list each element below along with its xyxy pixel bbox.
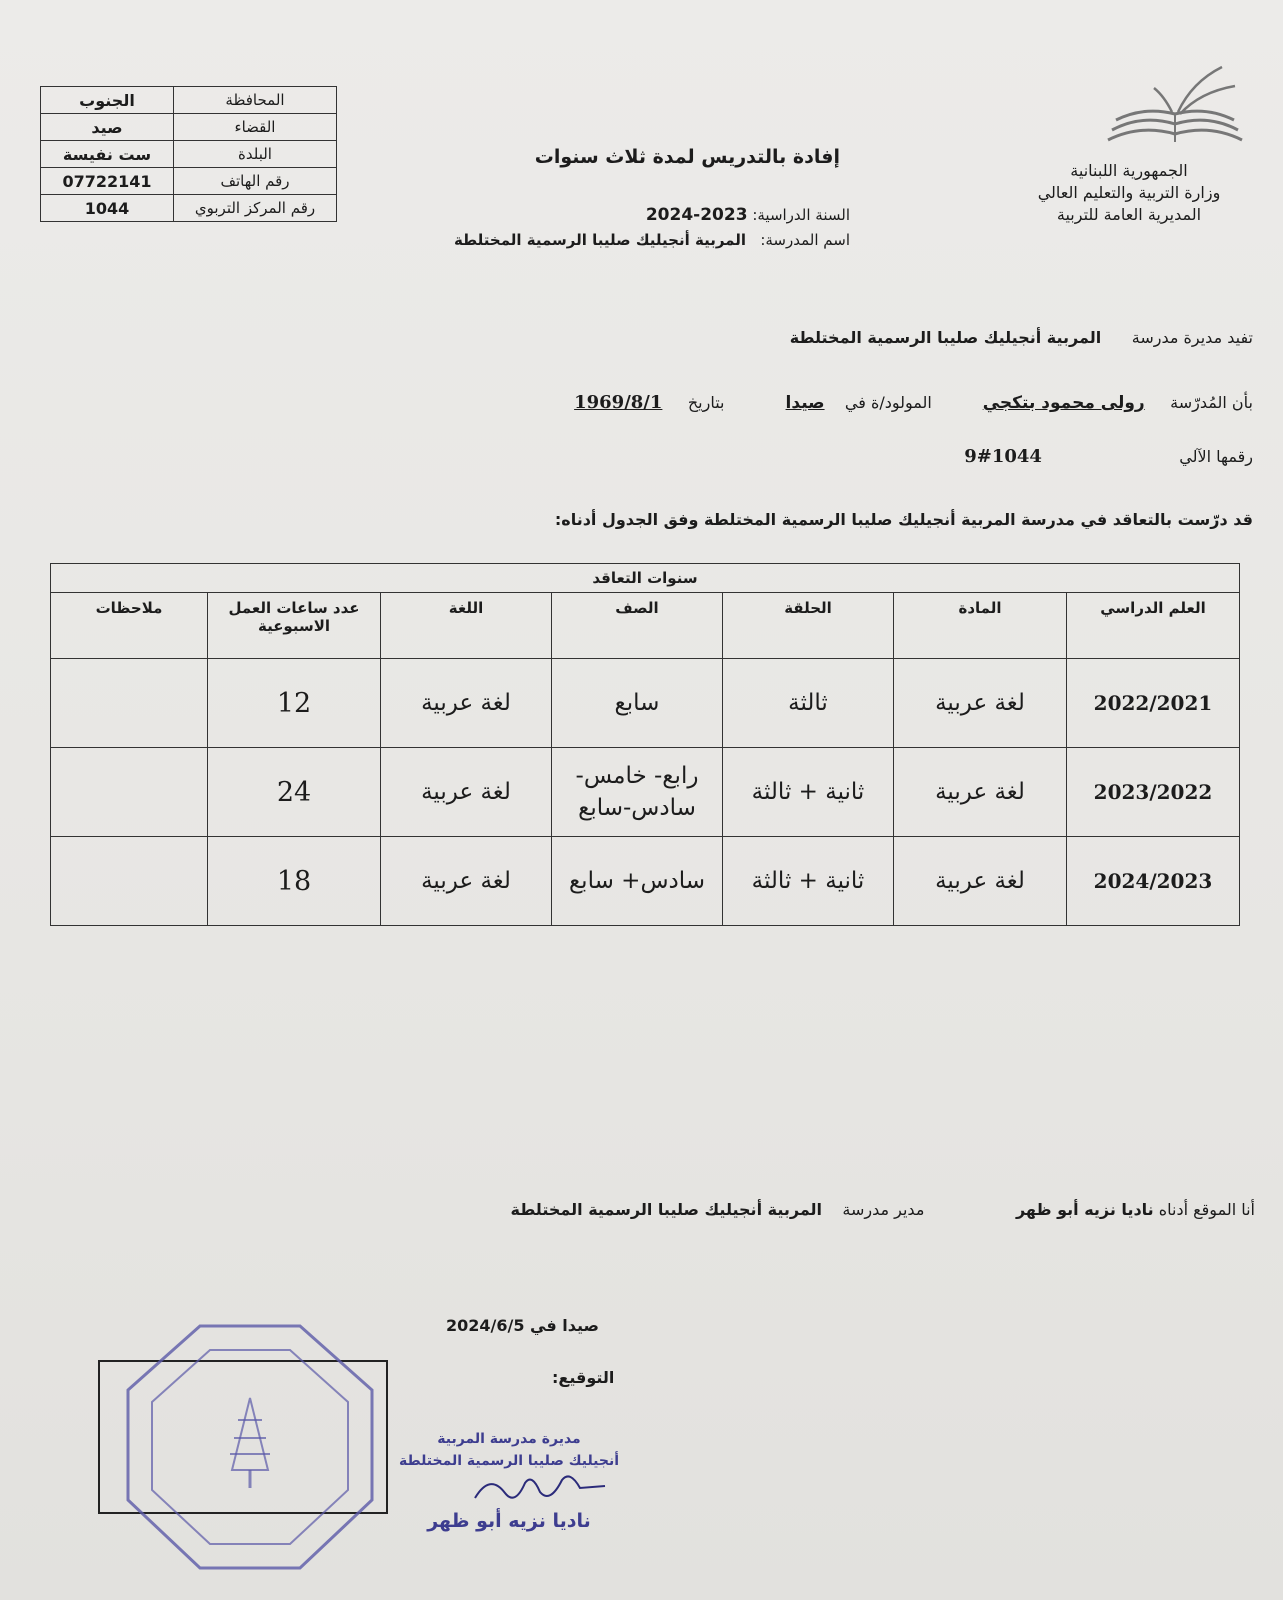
info-row xyxy=(41,141,337,168)
statement-line-4: قد درّست بالتعاقد في مدرسة المربية أنجيليك صليبا الرسمية المختلطة وفق الجدول أدناه: xyxy=(554,510,1253,529)
info-value: الجنوب xyxy=(41,87,174,114)
statement-line-3 xyxy=(964,446,1253,467)
info-row xyxy=(41,168,337,195)
statement-line-1 xyxy=(790,328,1253,347)
ministry-line: المديرية العامة للتربية xyxy=(1056,205,1202,224)
info-value: صيد xyxy=(41,114,174,141)
academic-year-value: 2023-2024 xyxy=(645,205,748,225)
academic-year-label: السنة الدراسية: xyxy=(752,206,850,224)
signature-statement xyxy=(511,1200,1255,1219)
born-label: المولود/ة في xyxy=(844,393,932,412)
cell-hours: 24 xyxy=(208,748,381,837)
teacher-name: رولى محمود بتكجي xyxy=(982,393,1145,413)
column-header: عدد ساعات العمل الاسبوعية xyxy=(208,593,381,659)
birth-date: 1969/8/1 xyxy=(574,392,663,413)
school-name-line xyxy=(430,231,850,249)
document-title: إفادة بالتدريس لمدة ثلاث سنوات xyxy=(534,146,840,168)
cell-subject: لغة عربية xyxy=(894,748,1067,837)
statement-line-2 xyxy=(574,392,1253,413)
info-label: المحافظة xyxy=(174,87,337,114)
column-header: الحلقة xyxy=(723,593,894,659)
ministry-line: الجمهورية اللبنانية xyxy=(1070,161,1188,180)
cell-year: 2022/2021 xyxy=(1067,659,1240,748)
cell-hours: 18 xyxy=(208,837,381,926)
table-row xyxy=(51,748,1240,837)
employee-id-value: 1044#9 xyxy=(964,446,1042,467)
signer-name: ناديا نزيه أبو ظهر xyxy=(1015,1200,1154,1219)
signer-role: مدير مدرسة xyxy=(842,1200,925,1219)
birth-place: صيدا xyxy=(785,393,825,413)
info-label: رقم الهاتف xyxy=(174,168,337,195)
academic-year-line xyxy=(600,205,850,225)
teacher-prefix: بأن المُدرّسة xyxy=(1170,393,1253,412)
cell-year: 2023/2022 xyxy=(1067,748,1240,837)
column-header: العلم الدراسي xyxy=(1067,593,1240,659)
cell-language: لغة عربية xyxy=(381,837,552,926)
ministry-header xyxy=(1009,160,1249,226)
cell-year: 2024/2023 xyxy=(1067,837,1240,926)
cell-subject: لغة عربية xyxy=(894,659,1067,748)
signer-prefix: أنا الموقع أدناه xyxy=(1158,1200,1255,1219)
cell-cycle: ثانية + ثالثة xyxy=(723,748,894,837)
cell-notes xyxy=(51,659,208,748)
cell-grade: سادس+ سابع xyxy=(552,837,723,926)
school-stamp-text xyxy=(378,1428,640,1472)
table-caption: سنوات التعاقد xyxy=(51,564,1240,593)
ministry-line: وزارة التربية والتعليم العالي xyxy=(1037,183,1221,202)
info-row xyxy=(41,87,337,114)
cell-language: لغة عربية xyxy=(381,748,552,837)
stamp-signer-name: ناديا نزيه أبو ظهر xyxy=(427,1510,591,1532)
stamp-line: مديرة مدرسة المربية xyxy=(437,1431,581,1447)
info-label: البلدة xyxy=(174,141,337,168)
school-name-label: اسم المدرسة: xyxy=(760,231,850,249)
info-label: رقم المركز التربوي xyxy=(174,195,337,222)
signer-school: المربية أنجيليك صليبا الرسمية المختلطة xyxy=(510,1200,823,1219)
cell-hours: 12 xyxy=(208,659,381,748)
birth-date-label: بتاريخ xyxy=(687,393,725,412)
info-value: 07722141 xyxy=(41,168,174,195)
column-header: الصف xyxy=(552,593,723,659)
statement-prefix: تفيد مديرة مدرسة xyxy=(1131,328,1253,347)
contract-years-table xyxy=(50,563,1240,926)
cell-notes xyxy=(51,748,208,837)
info-label: القضاء xyxy=(174,114,337,141)
table-row xyxy=(51,659,1240,748)
table-header-row xyxy=(51,593,1240,659)
cell-grade: رابع- خامس- سادس-سابع xyxy=(552,748,723,837)
info-row xyxy=(41,195,337,222)
info-row xyxy=(41,114,337,141)
info-value: 1044 xyxy=(41,195,174,222)
official-seal-icon xyxy=(120,1320,380,1575)
cell-notes xyxy=(51,837,208,926)
employee-id-label: رقمها الآلي xyxy=(1179,447,1253,466)
handwritten-signature-icon xyxy=(470,1468,610,1508)
signature-label: التوقيع: xyxy=(552,1368,615,1387)
statement-school: المربية أنجيليك صليبا الرسمية المختلطة xyxy=(789,328,1102,347)
stamp-line: أنجيليك صليبا الرسمية المختلطة xyxy=(398,1453,620,1469)
cell-cycle: ثانية + ثالثة xyxy=(723,837,894,926)
cell-subject: لغة عربية xyxy=(894,837,1067,926)
ministry-book-logo-icon xyxy=(1100,62,1250,152)
cell-grade: سابع xyxy=(552,659,723,748)
school-name-value: المربية أنجيليك صليبا الرسمية المختلطة xyxy=(453,231,746,249)
column-header: ملاحظات xyxy=(51,593,208,659)
place-date: صيدا في 2024/6/5 xyxy=(446,1316,600,1335)
location-info-table xyxy=(40,86,337,222)
cell-language: لغة عربية xyxy=(381,659,552,748)
column-header: المادة xyxy=(894,593,1067,659)
table-row xyxy=(51,837,1240,926)
column-header: اللغة xyxy=(381,593,552,659)
info-value: ست نفيسة xyxy=(41,141,174,168)
cell-cycle: ثالثة xyxy=(723,659,894,748)
